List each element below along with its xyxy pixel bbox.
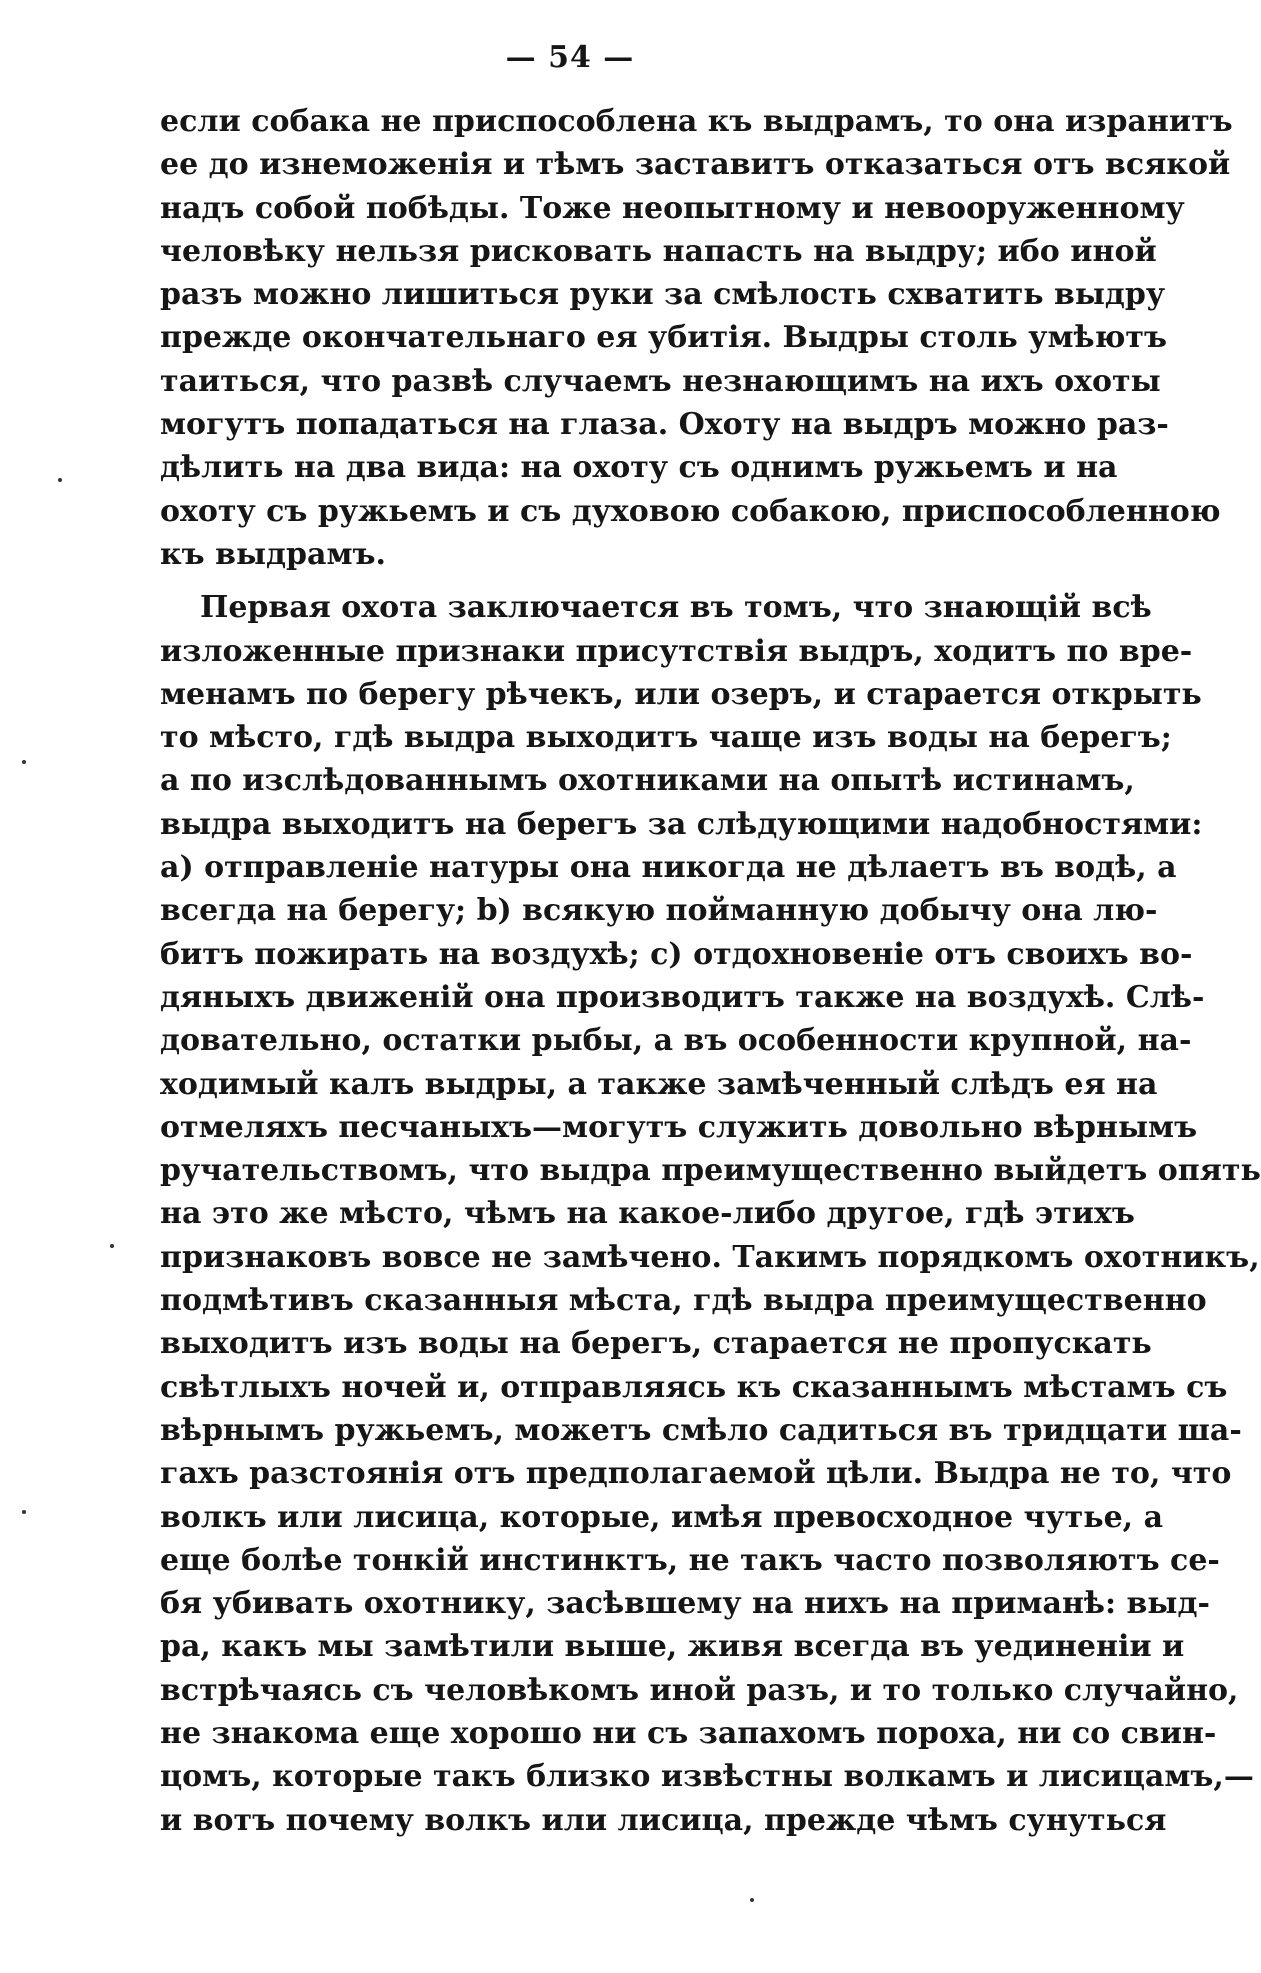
- page-number: — 54 —: [505, 40, 635, 75]
- text-line: вѣрнымъ ружьемъ, можетъ смѣло садиться въ тридцати ша-: [160, 1412, 1242, 1448]
- text-line: человѣку нельзя рисковать напасть на выдру; ибо иной: [160, 233, 1157, 269]
- text-line: охоту съ ружьемъ и съ духовою собакою, приспособленною: [160, 493, 1221, 529]
- text-line: подмѣтивъ сказанныя мѣста, гдѣ выдра преимущественно: [160, 1283, 1207, 1319]
- text-line: менамъ по берегу рѣчекъ, или озеръ, и старается открыть: [160, 676, 1202, 712]
- text-line: прежде окончательнаго ея убитія. Выдры столь умѣютъ: [160, 320, 1167, 356]
- text-line: всегда на берегу; b) всякую пойманную добычу она лю-: [160, 893, 1158, 929]
- scan-speck: [58, 478, 62, 482]
- text-line: встрѣчаясь съ человѣкомъ иной разъ, и то только случайно,: [160, 1672, 1239, 1708]
- text-line: признаковъ вовсе не замѣчено. Такимъ порядкомъ охотникъ,: [160, 1239, 1260, 1275]
- text-line: выдра выходитъ на берегъ за слѣдующими надобностями:: [160, 806, 1203, 842]
- text-line: гахъ разстоянія отъ предполагаемой цѣли. Выдра не то, что: [160, 1456, 1232, 1492]
- text-line: бя убивать охотнику, засѣвшему на нихъ на приманѣ: выд-: [160, 1586, 1210, 1622]
- text-line: а) отправленіе натуры она никогда не дѣлаетъ въ водѣ, а: [160, 850, 1177, 886]
- text-line: надъ собой побѣды. Тоже неопытному и невооруженному: [160, 190, 1185, 226]
- text-line: ручательствомъ, что выдра преимущественно выйдетъ опять: [160, 1153, 1261, 1189]
- text-line: а по изслѣдованнымъ охотниками на опытѣ истинамъ,: [160, 763, 1135, 799]
- text-line: могутъ попадаться на глаза. Охоту на выдръ можно раз-: [160, 407, 1169, 443]
- paragraph-1: [160, 100, 1233, 576]
- text-line: дяныхъ движеній она производитъ также на воздухѣ. Слѣ-: [160, 979, 1205, 1015]
- text-line: не знакома еще хорошо ни съ запахомъ пороха, ни со свин-: [160, 1715, 1217, 1751]
- text-line: то мѣсто, гдѣ выдра выходитъ чаще изъ воды на берегъ;: [160, 720, 1172, 756]
- paragraph-2: [160, 586, 1261, 1842]
- text-line: дѣлить на два вида: на охоту съ однимъ ружьемъ и на: [160, 450, 1118, 486]
- text-line: на это же мѣсто, чѣмъ на какое-либо другое, гдѣ этихъ: [160, 1196, 1135, 1232]
- text-line: еще болѣе тонкій инстинктъ, не такъ часто позволяютъ се-: [160, 1542, 1220, 1578]
- scan-speck: [22, 1510, 26, 1514]
- text-line: изложенные признаки присутствія выдръ, ходитъ по вре-: [160, 633, 1193, 669]
- text-line: выходитъ изъ воды на берегъ, старается не пропускать: [160, 1326, 1152, 1362]
- text-line: и вотъ почему волкъ или лисица, прежде чѣмъ сунуться: [160, 1802, 1167, 1838]
- text-line: ходимый калъ выдры, а также замѣченный слѣдъ ея на: [160, 1066, 1158, 1102]
- text-line: разъ можно лишиться руки за смѣлость схватить выдру: [160, 277, 1166, 313]
- text-line: ра, какъ мы замѣтили выше, живя всегда въ уединеніи и: [160, 1629, 1185, 1665]
- paragraph-gap: [160, 576, 1080, 586]
- text-line: цомъ, которые такъ близко извѣстны волкамъ и лисицамъ,—: [160, 1759, 1254, 1795]
- text-line: Первая охота заключается въ томъ, что знающій всѣ: [200, 590, 1152, 626]
- body-text: [160, 100, 1261, 1842]
- text-line: ее до изнеможенія и тѣмъ заставитъ отказаться отъ всякой: [160, 147, 1231, 183]
- scan-speck: [750, 1898, 754, 1902]
- text-line: отмеляхъ песчаныхъ—могутъ служить довольно вѣрнымъ: [160, 1109, 1198, 1145]
- text-line: битъ пожирать на воздухѣ; c) отдохновеніе отъ своихъ во-: [160, 936, 1193, 972]
- text-line: свѣтлыхъ ночей и, отправляясь къ сказаннымъ мѣстамъ съ: [160, 1369, 1228, 1405]
- scan-speck: [110, 1244, 114, 1248]
- text-line: если собака не приспособлена къ выдрамъ, то она изранитъ: [160, 104, 1233, 139]
- scan-speck: [22, 760, 26, 764]
- text-line: таиться, что развѣ случаемъ незнающимъ на ихъ охоты: [160, 363, 1161, 399]
- text-line: къ выдрамъ.: [160, 536, 386, 572]
- text-line: довательно, остатки рыбы, а въ особенности крупной, на-: [160, 1023, 1192, 1059]
- text-line: волкъ или лисица, которые, имѣя превосходное чутье, а: [160, 1499, 1164, 1535]
